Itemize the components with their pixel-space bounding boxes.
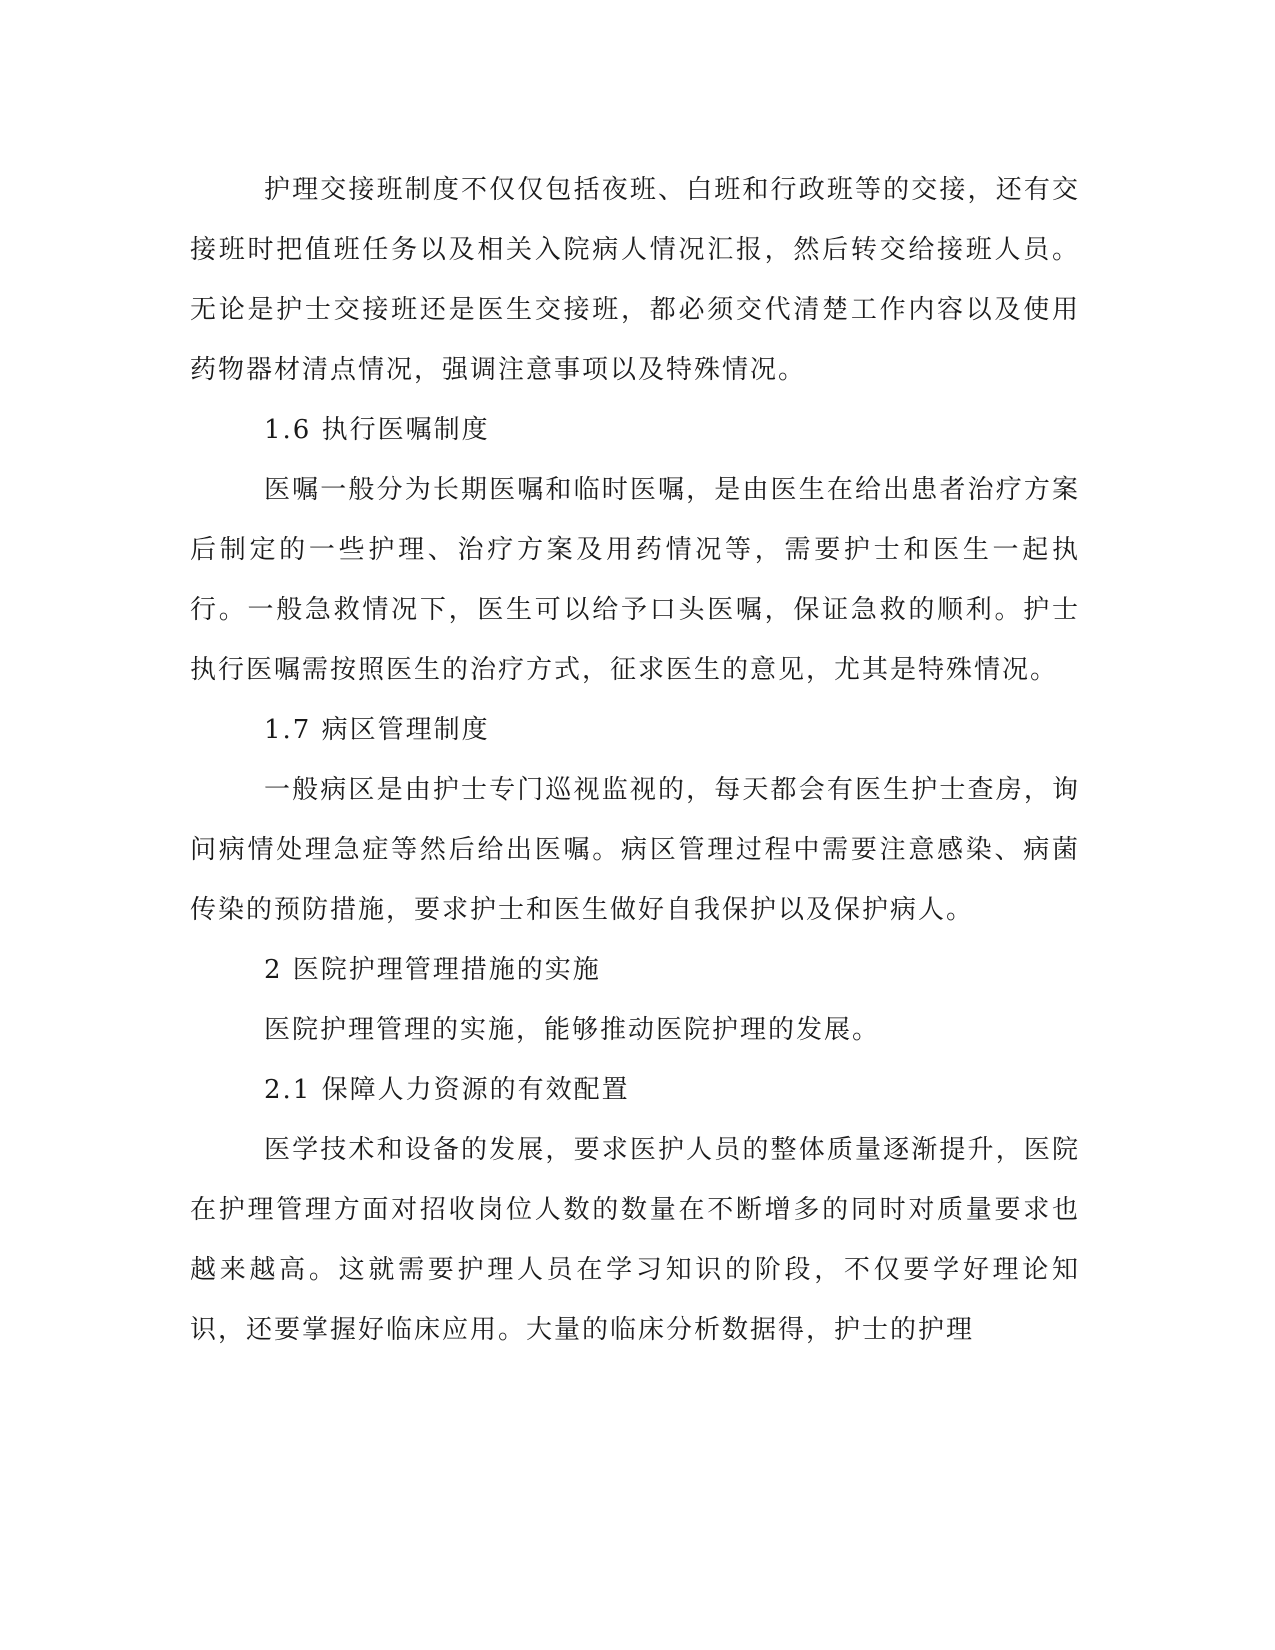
paragraph-shift-handover: 护理交接班制度不仅仅包括夜班、白班和行政班等的交接，还有交接班时把值班任务以及相关入院病人情况汇报，然后转交给接班人员。无论是护士交接班还是医生交接班，都必须交代清楚工作内容以及使用药物器材清点情况，强调注意事项以及特殊情况。 xyxy=(190,175,1080,385)
paragraph-medical-orders: 医嘱一般分为长期医嘱和临时医嘱，是由医生在给出患者治疗方案后制定的一些护理、治疗方案及用药情况等，需要护士和医生一起执行。一般急救情况下，医生可以给予口头医嘱，保证急救的顺利。护士执行医嘱需按照医生的治疗方式，征求医生的意见，尤其是特殊情况。 xyxy=(190,475,1080,685)
section-heading-2: 2 医院护理管理措施的实施 xyxy=(264,955,601,985)
paragraph-human-resources: 医学技术和设备的发展，要求医护人员的整体质量逐渐提升，医院在护理管理方面对招收岗位人数的数量在不断增多的同时对质量要求也越来越高。这就需要护理人员在学习知识的阶段，不仅要学好理论知识，还要掌握好临床应用。大量的临床分析数据得，护士的护理 xyxy=(190,1135,1080,1345)
section-heading-2-1: 2.1 保障人力资源的有效配置 xyxy=(264,1075,630,1105)
section-heading-1-7: 1.7 病区管理制度 xyxy=(264,715,490,745)
document-body xyxy=(190,160,1080,1360)
paragraph-ward-management: 一般病区是由护士专门巡视监视的，每天都会有医生护士查房，询问病情处理急症等然后给出医嘱。病区管理过程中需要注意感染、病菌传染的预防措施，要求护士和医生做好自我保护以及保护病人。 xyxy=(190,775,1080,925)
section-heading-1-6: 1.6 执行医嘱制度 xyxy=(264,415,490,445)
paragraph-implementation-intro: 医院护理管理的实施，能够推动医院护理的发展。 xyxy=(264,1015,881,1045)
